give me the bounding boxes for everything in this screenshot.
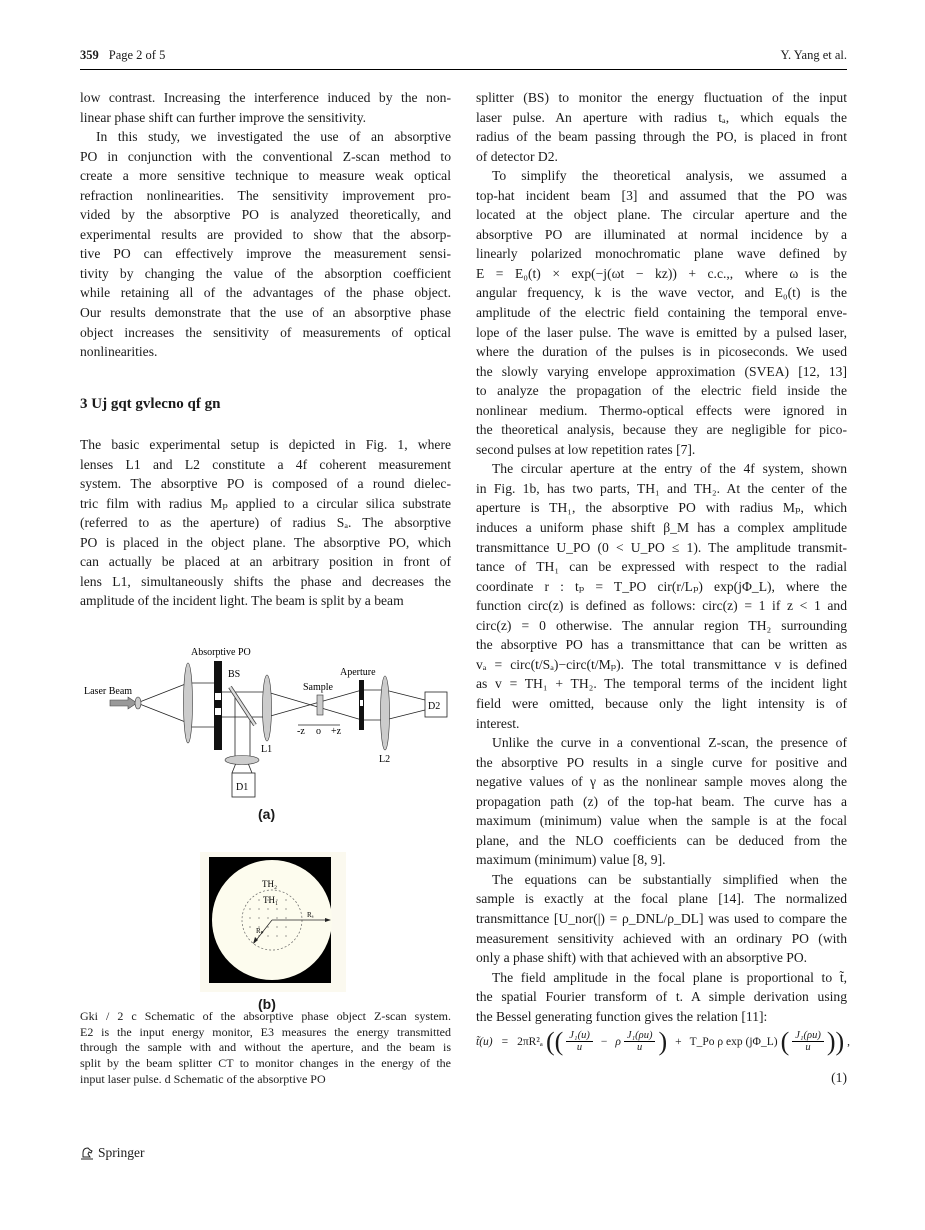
- text-line: propagation path (z) of the top-hat beam. The curve has a: [476, 793, 847, 809]
- po-dot: [285, 908, 286, 909]
- text-line: Our results demonstrate that the use of an absorptive phase: [80, 305, 451, 321]
- header-rule: [80, 69, 847, 70]
- text-line: nonlinearities.: [80, 344, 158, 360]
- text-line: tance of TH₁ can be expressed with respect to the radial: [476, 559, 847, 575]
- lens-l2: [381, 676, 390, 750]
- text-line: laser pulse. An aperture with radius tₐ, which equals the: [476, 109, 847, 125]
- po-dot: [285, 935, 286, 936]
- label-l2: L2: [379, 754, 391, 765]
- equation-1: [476, 1026, 851, 1056]
- po-dot: [249, 908, 250, 909]
- text-line: The equations can be substantially simplified when the: [492, 871, 847, 887]
- text-line: Unlike the curve in a conventional Z-scan, the presence of: [492, 735, 847, 751]
- label-bs: BS: [228, 669, 241, 680]
- text-line: To simplify the theoretical analysis, we assumed a: [492, 168, 847, 184]
- label-absorptive-po: Absorptive PO: [191, 647, 251, 658]
- text-line: induces a uniform phase shift β_M has a complex amplitude: [476, 520, 847, 536]
- beam-ray: [267, 692, 362, 720]
- eq-paren: )): [826, 1026, 845, 1056]
- label-plus-z: +z: [331, 726, 342, 737]
- text-line: top-hat incident beam [3] and assumed that the PO was: [476, 187, 847, 203]
- text-line: experimental results are provided to show that the absorp-: [80, 226, 451, 242]
- laser-arrow-icon: [110, 697, 137, 709]
- text-line: plane, and the NLO coefficients can be deduced from the: [476, 832, 847, 848]
- text-line: located at the object plane. The circular aperture and the: [476, 207, 847, 223]
- text-line: lope of the laser pulse. The wave is emitted by a pulsed laser,: [476, 324, 847, 340]
- text-line: negative values of γ as the nonlinear sample moves along the: [476, 774, 847, 790]
- po-dot: [267, 935, 268, 936]
- text-line: to analyze the propagation of the electric field inside the: [476, 383, 847, 399]
- text-line: while retaining all of the advantages of the phase object.: [80, 285, 451, 301]
- po-dot: [267, 917, 268, 918]
- publisher-name: Springer: [98, 1145, 145, 1160]
- eq-term: T_Po ρ exp (jΦ_L): [689, 1035, 778, 1048]
- running-header-authors: Y. Yang et al.: [780, 48, 847, 62]
- eq-coef: 2πR²ₐ: [517, 1035, 543, 1048]
- po-dot: [285, 899, 286, 900]
- figure-label-a: (a): [258, 806, 276, 822]
- label-th1: TH₁: [263, 895, 279, 905]
- label-sample: Sample: [303, 682, 333, 693]
- text-line: measurement sensitivity achieved with an ordinary PO (with: [476, 930, 847, 946]
- equation-number: (1): [831, 1070, 847, 1085]
- label-d2: D2: [428, 701, 441, 712]
- label-aperture: Aperture: [340, 667, 376, 678]
- text-line: maximum (minimum) value [8, 9].: [476, 852, 666, 868]
- label-laser-beam: Laser Beam: [84, 686, 133, 697]
- figure-absorptive-po-schematic: [200, 852, 346, 992]
- beam-ray: [137, 683, 188, 703]
- text-line: transmittance [U_nor(|) = ρ_DNL/ρ_DL] was used to compare the: [476, 910, 847, 926]
- eq-paren: (: [780, 1026, 790, 1056]
- text-line: second pulses at low repetition rates [7].: [476, 441, 696, 457]
- text-line: refraction nonlinearities. The sensitivity improvement pro-: [80, 187, 451, 203]
- lens-d1: [225, 756, 259, 765]
- po-dot: [285, 917, 286, 918]
- text-line: the slowly varying envelope approximation (SVEA) [12, 13]: [476, 363, 847, 379]
- po-dot: [276, 917, 277, 918]
- text-line: transmittance U_PO (0 < U_PO ≤ 1). The amplitude transmit-: [476, 539, 847, 555]
- sample: [317, 695, 323, 715]
- po-dot: [258, 908, 259, 909]
- text-line: In this study, we investigated the use of an absorptive: [96, 129, 451, 145]
- text-line: can actually be placed at an arbitrary position in front of: [80, 554, 451, 570]
- text-line: maximum (minimum) value when the sample is at the focal: [476, 813, 847, 829]
- left-column: [80, 88, 451, 362]
- eq-rho: ρ: [615, 1035, 621, 1048]
- text-line: PO is placed in the object plane. The absorptive PO, which: [80, 534, 451, 550]
- text-line: nonlinear medium. Thermo-optical effects were ignored in: [476, 402, 847, 418]
- text-line: coordinate r : tₚ = T_PO cir(r/Lₚ) exp(jΦ_L), where the: [476, 578, 847, 594]
- text-line: linearly polarized monochromatic plane wave defined by: [476, 246, 847, 262]
- caption-line: input laser pulse. d Schematic of the absorptive PO: [80, 1071, 326, 1086]
- label-d1: D1: [236, 782, 249, 793]
- caption-line: E2 is the input energy monitor, E3 measures the energy transmitted: [80, 1024, 451, 1039]
- text-line: radius of the beam passing through the PO, is placed in front: [476, 129, 847, 145]
- text-line: lens L1, simultaneously shifts the phase and decreases the: [80, 573, 451, 589]
- page-number: 359: [80, 48, 99, 62]
- text-line: in Fig. 1b, has two parts, TH₁ and TH₂. At the center of the: [476, 480, 847, 496]
- section-heading: 3 Uj gqt gvlecno qf gn: [80, 396, 221, 412]
- po-dot: [267, 908, 268, 909]
- beam-ray: [385, 710, 425, 720]
- po-dot: [285, 926, 286, 927]
- text-line: system. The absorptive PO is composed of a round dielec-: [80, 476, 451, 492]
- po-dot: [249, 917, 250, 918]
- beam-ray: [385, 690, 425, 700]
- label-th2: TH₂: [262, 879, 278, 889]
- text-line: sample is exactly at the focal plane [14]. The normalized: [476, 891, 847, 907]
- text-line: the theoretical analysis, because they are negligible for pico-: [476, 422, 847, 438]
- lens-l1: [263, 675, 272, 741]
- text-line: amplitude of the electric field containing the temporal enve-: [476, 305, 847, 321]
- text-line: field were omitted, because only the light intensity is of: [476, 695, 847, 711]
- text-line: absorptive PO are illuminated at normal incidence by a: [476, 226, 847, 242]
- eq-paren: ): [658, 1026, 668, 1056]
- figure-label-b: (b): [258, 996, 276, 1012]
- right-column: [476, 88, 847, 1026]
- text-line: The field amplitude in the focal plane is proportional to t̃,: [492, 969, 847, 985]
- text-line: tive PO can effectively improve the measurement sensi-: [80, 246, 451, 262]
- text-line: The basic experimental setup is depicted in Fig. 1, where: [80, 437, 451, 452]
- text-line: interest.: [476, 715, 520, 731]
- label-ra: Rₐ: [307, 911, 314, 919]
- eq-paren: ((: [545, 1026, 564, 1056]
- text-line: only a phase shift) with that achieved with an absorptive PO.: [476, 950, 808, 966]
- text-line: angular frequency, k is the wave vector, and E₀(t) is the: [476, 285, 847, 301]
- left-column-section-body: [80, 435, 451, 611]
- eq-lhs: t̃(u): [476, 1035, 493, 1048]
- text-line: object increases the sensitivity of measurements of optical: [80, 324, 451, 340]
- eq-minus: −: [600, 1035, 608, 1048]
- text-line: circ(z) = 0 otherwise. The annular region TH₂ surrounding: [476, 617, 847, 633]
- text-line: amplitude of the incident light. The beam is split by a beam: [80, 593, 404, 609]
- text-line: tric film with radius Mₚ applied to a circular silica substrate: [80, 495, 451, 511]
- text-line: the Bessel generating function gives the relation [11]:: [476, 1008, 768, 1024]
- beam-ray: [137, 703, 188, 723]
- po-dot: [276, 926, 277, 927]
- text-line: the spatial Fourier transform of t. A simple derivation using: [476, 989, 847, 1005]
- beam-ray: [267, 690, 362, 717]
- eq-equals: =: [501, 1035, 509, 1048]
- lens-collimator: [184, 663, 193, 743]
- caption-line: Gki / 2 c Schematic of the absorptive phase object Z-scan system.: [80, 1009, 451, 1023]
- text-line: create a more sensitive technique to measure weak optical: [80, 168, 451, 184]
- label-l1: L1: [261, 744, 273, 755]
- eq-frac: $\frac{\text{J₁(ρu)}}{u}$: [624, 1030, 656, 1053]
- label-rp: Rₚ: [256, 927, 264, 935]
- eq-frac: $\frac{\text{J₁(u)}}{u}$: [566, 1030, 593, 1053]
- text-line: (referred to as the aperture) of radius Sₐ. The absorptive: [80, 515, 451, 531]
- caption-line: through the sample with and without the aperture, and the beam is: [80, 1040, 451, 1055]
- running-header-left: [80, 48, 165, 63]
- text-line: aperture is TH₁, the absorptive PO with radius Mₚ, which: [476, 500, 847, 516]
- label-origin: o: [316, 726, 321, 737]
- page-info: Page 2 of 5: [108, 48, 166, 62]
- text-line: linear phase shift can further improve the sensitivity.: [80, 109, 367, 125]
- text-line: splitter (BS) to monitor the energy fluctuation of the input: [476, 90, 847, 105]
- po-dot: [258, 917, 259, 918]
- text-line: PO in conjunction with the conventional Z-scan method to: [80, 148, 451, 164]
- text-line: vₐ = circ(t/Sₐ)−circ(t/Mₚ). The total transmittance v is defined: [476, 656, 847, 672]
- po-dot: [258, 899, 259, 900]
- figure-caption: [80, 1009, 451, 1087]
- text-line: The circular aperture at the entry of the 4f system, shown: [492, 461, 847, 477]
- footer: [80, 1145, 145, 1161]
- text-line: as v = TH₁ + TH₂. The temporal terms of the incident light: [476, 676, 847, 692]
- text-line: where the duration of the pulses is in picoseconds. We used: [476, 344, 847, 360]
- text-line: the absorptive PO results in a single curve for positive and: [476, 754, 847, 770]
- text-line: tivity by changing the value of the absorption coefficient: [80, 265, 451, 281]
- eq-plus: +: [675, 1035, 682, 1048]
- po-dot: [276, 908, 277, 909]
- po-dot: [249, 926, 250, 927]
- caption-line: split by the beam splitter CT to monitor changes in the energy of the: [80, 1056, 451, 1071]
- eq-comma: ,: [847, 1035, 851, 1048]
- po-dot: [276, 935, 277, 936]
- springer-horse-icon: [80, 1146, 94, 1160]
- text-line: E = E₀(t) × exp(−j(ωt − kz)) + c.c.,, where ω is the: [476, 265, 847, 281]
- lens-small: [135, 697, 141, 709]
- po-dot: [267, 926, 268, 927]
- text-line: the absorptive PO has a transmittance that can be written as: [476, 637, 847, 653]
- text-line: function circ(z) is defined as follows: circ(z) = 1 if z < 1 and: [476, 598, 847, 614]
- text-line: low contrast. Increasing the interference induced by the non-: [80, 90, 451, 105]
- label-minus-z: -z: [297, 726, 305, 737]
- figure-schematic-setup: [80, 640, 455, 830]
- text-line: of detector D2.: [476, 148, 558, 164]
- absorptive-po-plate: [214, 661, 222, 750]
- text-line: vided by the absorptive PO is analyzed theoretically, and: [80, 207, 451, 223]
- eq-frac: $\frac{\text{J₁(ρu)}}{u}$: [792, 1030, 824, 1053]
- text-line: lenses L1 and L2 constitute a 4f coherent measurement: [80, 456, 451, 472]
